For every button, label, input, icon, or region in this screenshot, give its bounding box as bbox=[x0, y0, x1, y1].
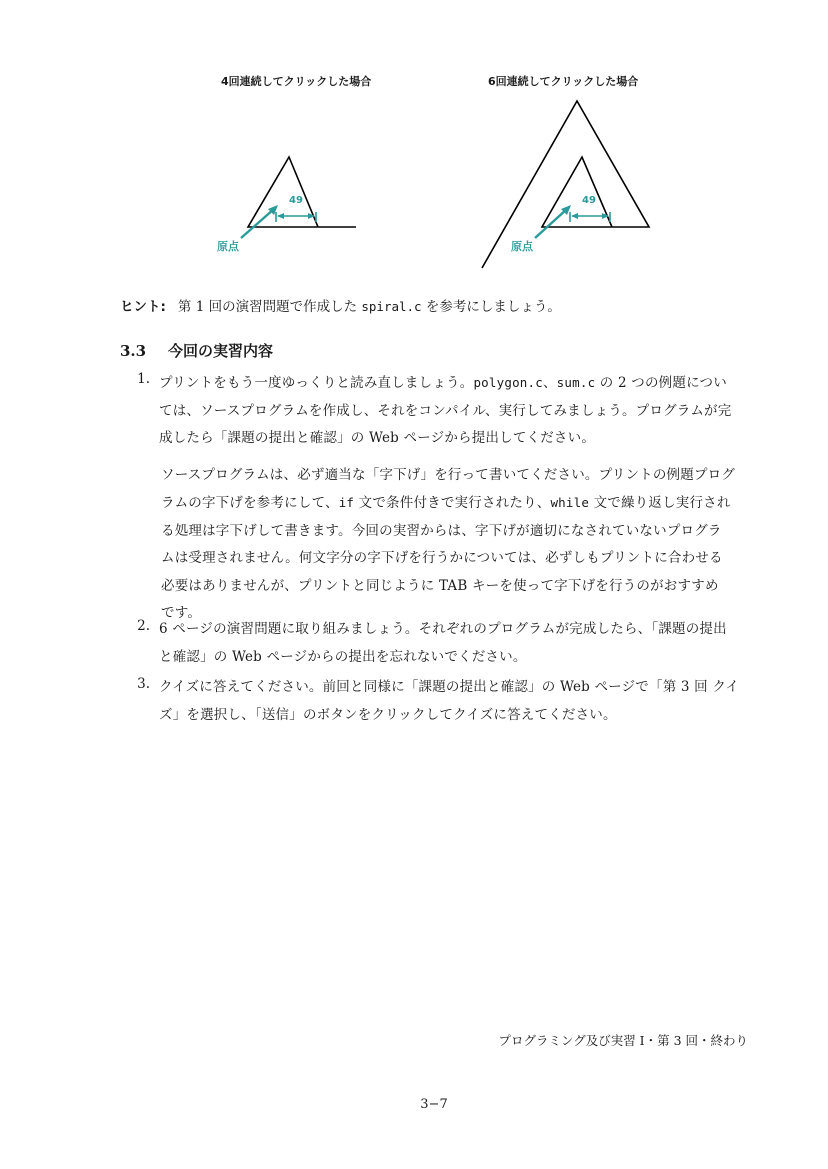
paragraph-line bbox=[159, 398, 754, 426]
hint-label: ヒント: bbox=[120, 299, 166, 315]
text-span: ソースプログラムは、必ず適当な「字下げ」を行って書いてください。プリントの例題プログ bbox=[161, 466, 736, 483]
paragraph-line bbox=[161, 545, 754, 573]
hint bbox=[120, 297, 561, 317]
text-span: 成したら「課題の提出と確認」の Web ページから提出してください。 bbox=[159, 430, 596, 446]
text-span: と確認」の Web ページからの提出を忘れないでください。 bbox=[159, 648, 527, 665]
left-origin-label: 原点 bbox=[217, 240, 239, 253]
footer-note: プログラミング及び実習 I・第 3 回・終わり bbox=[498, 1033, 748, 1048]
page-number: 3−7 bbox=[420, 1097, 448, 1112]
paragraph-line bbox=[161, 489, 754, 518]
text-span: クイズに答えてください。前回と同様に「課題の提出と確認」の Web ページで「第 3 回 クイ bbox=[159, 679, 740, 695]
text-span: ては、ソースプログラムを作成し、それをコンパイル、実行してみましょう。プログラムが完 bbox=[159, 402, 732, 419]
list-item-number: 2. bbox=[137, 618, 150, 634]
paragraph-line bbox=[159, 644, 754, 672]
paragraph-line bbox=[159, 425, 754, 453]
figure-right-title: 6回連続してクリックした場合 bbox=[488, 75, 639, 88]
text-span: ムは受理されません。何文字分の字下げを行うかについては、必ずしもプリントに合わせる bbox=[161, 550, 723, 566]
paragraph-line bbox=[161, 518, 754, 546]
list-item-1 bbox=[159, 369, 754, 628]
figure-left-title: 4回連続してクリックした場合 bbox=[221, 75, 372, 88]
right-origin-arrow bbox=[535, 209, 567, 238]
inline-code: if bbox=[338, 495, 355, 510]
text-span: 文で繰り返し実行され bbox=[589, 495, 731, 511]
list-item-3 bbox=[159, 674, 754, 729]
text-span: る処理は字下げして書きます。今回の実習からは、字下げが適切になされていないプログラ bbox=[161, 522, 722, 539]
paragraph-line bbox=[161, 462, 754, 490]
paragraph-line bbox=[159, 702, 754, 730]
paragraph-line bbox=[159, 674, 754, 702]
inline-code: while bbox=[550, 495, 590, 510]
text-span: ラムの字下げを参考にして、 bbox=[161, 495, 339, 511]
hint-text-after: を参考にしましょう。 bbox=[421, 299, 561, 315]
text-span: 文で条件付きで実行されたり、 bbox=[354, 495, 551, 511]
inline-code: polygon.c bbox=[473, 375, 543, 390]
section-title: 今回の実習内容 bbox=[168, 342, 274, 360]
spiral-figure bbox=[0, 0, 828, 300]
left-origin-arrow bbox=[241, 209, 274, 238]
paragraph-line bbox=[159, 616, 754, 644]
left-size-label: 49 bbox=[289, 195, 303, 206]
text-span: 、 bbox=[542, 375, 557, 391]
list-item-number: 1. bbox=[137, 371, 150, 387]
hint-text-before: 第 1 回の演習問題で作成した bbox=[177, 299, 362, 315]
item-1-body bbox=[159, 369, 754, 453]
text-span: の 2 つの例題につい bbox=[595, 375, 727, 391]
list-item-2 bbox=[159, 616, 754, 671]
right-size-dimension bbox=[570, 212, 610, 222]
paragraph-line bbox=[159, 369, 754, 398]
inline-code: sum.c bbox=[556, 375, 596, 390]
text-span: ズ」を選択し、「送信」のボタンをクリックしてクイズに答えてください。 bbox=[159, 706, 617, 723]
left-size-dimension bbox=[276, 212, 316, 222]
text-span: プリントをもう一度ゆっくりと読み直しましょう。 bbox=[159, 375, 474, 391]
section-number: 3.3 bbox=[120, 342, 147, 360]
text-span: 6 ページの演習問題に取り組みましょう。それぞれのプログラムが完成したら、「課題の提出 bbox=[159, 621, 727, 637]
item-3-body bbox=[159, 674, 754, 729]
right-origin-label: 原点 bbox=[511, 240, 533, 253]
paragraph-line bbox=[161, 573, 754, 601]
hint-code: spiral.c bbox=[361, 299, 422, 314]
section-heading bbox=[120, 340, 273, 361]
text-span: です。 bbox=[161, 605, 202, 621]
list-item-number: 3. bbox=[137, 676, 150, 692]
right-size-label: 49 bbox=[582, 195, 596, 206]
text-span: 必要はありませんが、プリントと同じように TAB キーを使って字下げを行うのがおすすめ bbox=[161, 577, 719, 594]
right-spiral-path bbox=[482, 101, 649, 268]
item-2-body bbox=[159, 616, 754, 671]
item-1-subparagraph bbox=[159, 462, 754, 628]
